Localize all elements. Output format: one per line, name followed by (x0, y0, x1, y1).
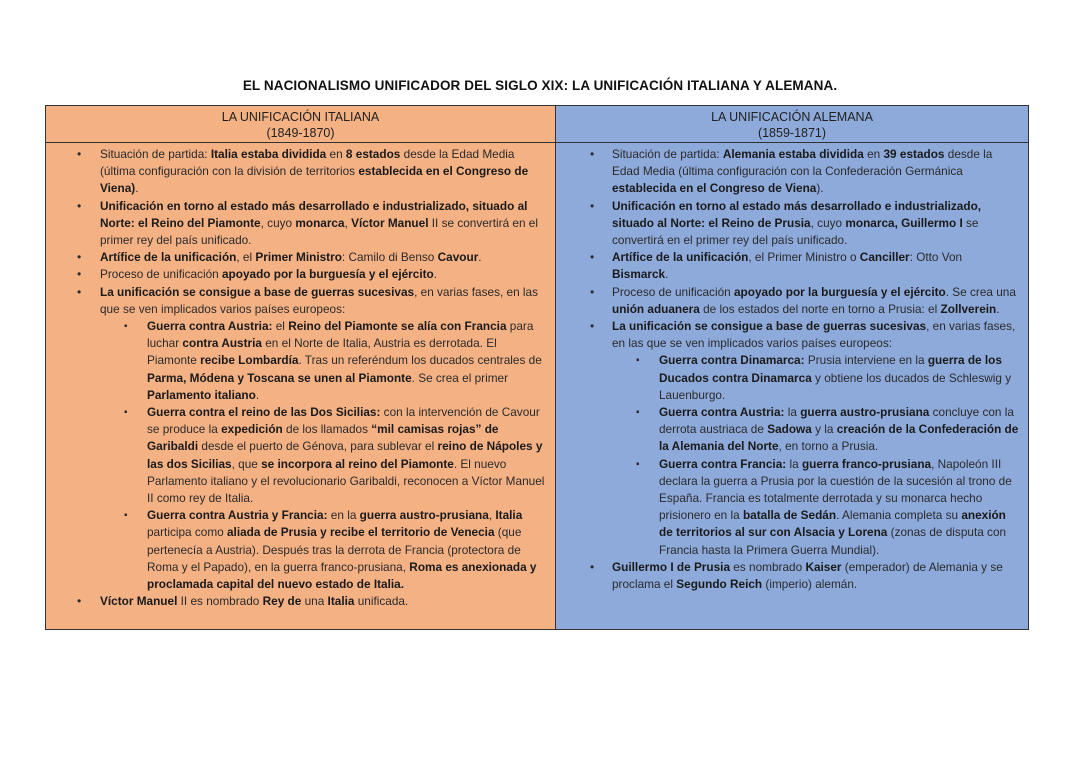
alemania-header (556, 106, 1028, 143)
italia-war-list (100, 318, 547, 593)
italia-bullet-6 (52, 593, 547, 610)
italia-bullet-3 (52, 249, 547, 266)
alemania-war-list (612, 352, 1020, 558)
alemania-bullet-1 (562, 146, 1020, 198)
alemania-war-item-2: ▪ Guerra contra Austria: la guerra austro-prusiana concluye con la derrota austriaca de Sadowa y la creación de la Confederación de la Alemania del Norte, en torno a Prusia. (612, 404, 1020, 456)
alemania-bullet-4 (562, 284, 1020, 318)
alemania-list (562, 146, 1020, 593)
italia-bullet-text: La unificación se consigue a base de guerras sucesivas, en varias fases, en las que se ven implicados varios países europeos: (100, 284, 539, 316)
italia-list (52, 146, 547, 610)
italia-bullet-text: Artífice de la unificación, el Primer Ministro: Camilo di Benso Cavour. (100, 250, 482, 265)
alemania-bullet-text: Proceso de unificación apoyado por la burguesía y el ejército. Se crea una unión aduanera de los estados del norte en torno a Prusia: el Zollverein. (612, 284, 1016, 316)
alemania-bullet-text: Unificación en torno al estado más desarrollado e industrializado, situado al Norte: el Reino de Prusia, cuyo monarca, Guillermo I se convertirá en el primer rey del país unificado. (612, 198, 982, 248)
italia-bullet-4 (52, 266, 547, 283)
italia-war-item-2: ▪ Guerra contra el reino de las Dos Sicilias: con la intervención de Cavour se produce la expedición de los llamados “mil camisas rojas” de Garibaldi desde el puerto de Génova, para sublevar el reino de Nápoles y las dos Sicilias, que se incorpora al reino del Piamonte. El nuevo Parlamento italiano y el revolucionario Garibaldi, reconocen a Víctor Manuel II como rey de Italia. (100, 404, 547, 507)
italia-bullet-text: Unificación en torno al estado más desarrollado e industrializado, situado al Norte: el Reino del Piamonte, cuyo monarca, Víctor Manuel II se convertirá en el primer rey del país unificado. (100, 198, 538, 248)
alemania-dates: (1859-1871) (757, 126, 827, 140)
italia-bullet-2 (52, 198, 547, 250)
alemania-bullet-text: Situación de partida: Alemania estaba dividida en 39 estados desde la Edad Media (última configuración con la Confederación Germánica establecida en el Congreso de Viena). (612, 147, 993, 196)
alemania-bullet-text: Guillermo I de Prusia es nombrado Kaiser (emperador) de Alemania y se proclama el Segundo Reich (imperio) alemán. (612, 559, 1003, 592)
italia-content (46, 143, 556, 629)
italia-bullet-5 (52, 284, 547, 594)
italia-dates: (1849-1870) (266, 126, 335, 140)
italia-bullet-text: Proceso de unificación apoyado por la burguesía y el ejército. (100, 267, 438, 282)
alemania-content (556, 143, 1028, 629)
italia-bullet-text: Situación de partida: Italia estaba dividida en 8 estados desde la Edad Media (última configuración con la división de territorios establecida en el Congreso de Viena). (100, 147, 529, 196)
italia-heading: LA UNIFICACIÓN ITALIANA (221, 110, 380, 124)
italia-header (46, 106, 556, 143)
italia-bullet-text: Víctor Manuel II es nombrado Rey de una Italia unificada. (100, 594, 409, 609)
italia-war-item-3: ▪ Guerra contra Austria y Francia: en la guerra austro-prusiana, Italia participa como aliada de Prusia y recibe el territorio de Venecia (que pertenecía a Austria). Después tras la derrota de Francia (protectora de Roma y el Papado), en la guerra franco-prusiana, Roma es anexionada y proclamada capital del nuevo estado de Italia. (100, 507, 547, 593)
alemania-bullet-text: La unificación se consigue a base de guerras sucesivas, en varias fases, en las que se ven implicados varios países europeos: (612, 319, 1016, 351)
alemania-bullet-6 (562, 559, 1020, 593)
alemania-war-item-1: ▪ Guerra contra Dinamarca: Prusia interviene en la guerra de los Ducados contra Dinamarca y obtiene los ducados de Schleswig y Lauenburgo. (612, 352, 1020, 404)
italia-bullet-1 (52, 146, 547, 198)
alemania-bullet-5 (562, 318, 1020, 559)
alemania-heading: LA UNIFICACIÓN ALEMANA (711, 110, 873, 124)
page-title: EL NACIONALISMO UNIFICADOR DEL SIGLO XIX: LA UNIFICACIÓN ITALIANA Y ALEMANA. (242, 78, 838, 93)
alemania-bullet-text: Artífice de la unificación, el Primer Ministro o Canciller: Otto Von Bismarck. (612, 250, 963, 282)
comparison-table (45, 105, 1029, 630)
italia-war-item-1: ▪ Guerra contra Austria: el Reino del Piamonte se alía con Francia para luchar contra Austria en el Norte de Italia, Austria es derrotada. El Piamonte recibe Lombardía. Tras un referéndum los ducados centrales de Parma, Módena y Toscana se unen al Piamonte. Se crea el primer Parlamento italiano. (100, 318, 547, 404)
alemania-bullet-2 (562, 198, 1020, 250)
alemania-war-item-3: ▪ Guerra contra Francia: la guerra franco-prusiana, Napoleón III declara la guerra a Prusia por la cuestión de la sucesión al trono de España. Francia es totalmente derrotada y su monarca hecho prisionero en la batalla de Sedán. Alemania completa su anexión de territorios al sur con Alsacia y Lorena (zonas de disputa con Francia hasta la Primera Guerra Mundial). (612, 456, 1020, 559)
alemania-bullet-3 (562, 249, 1020, 283)
